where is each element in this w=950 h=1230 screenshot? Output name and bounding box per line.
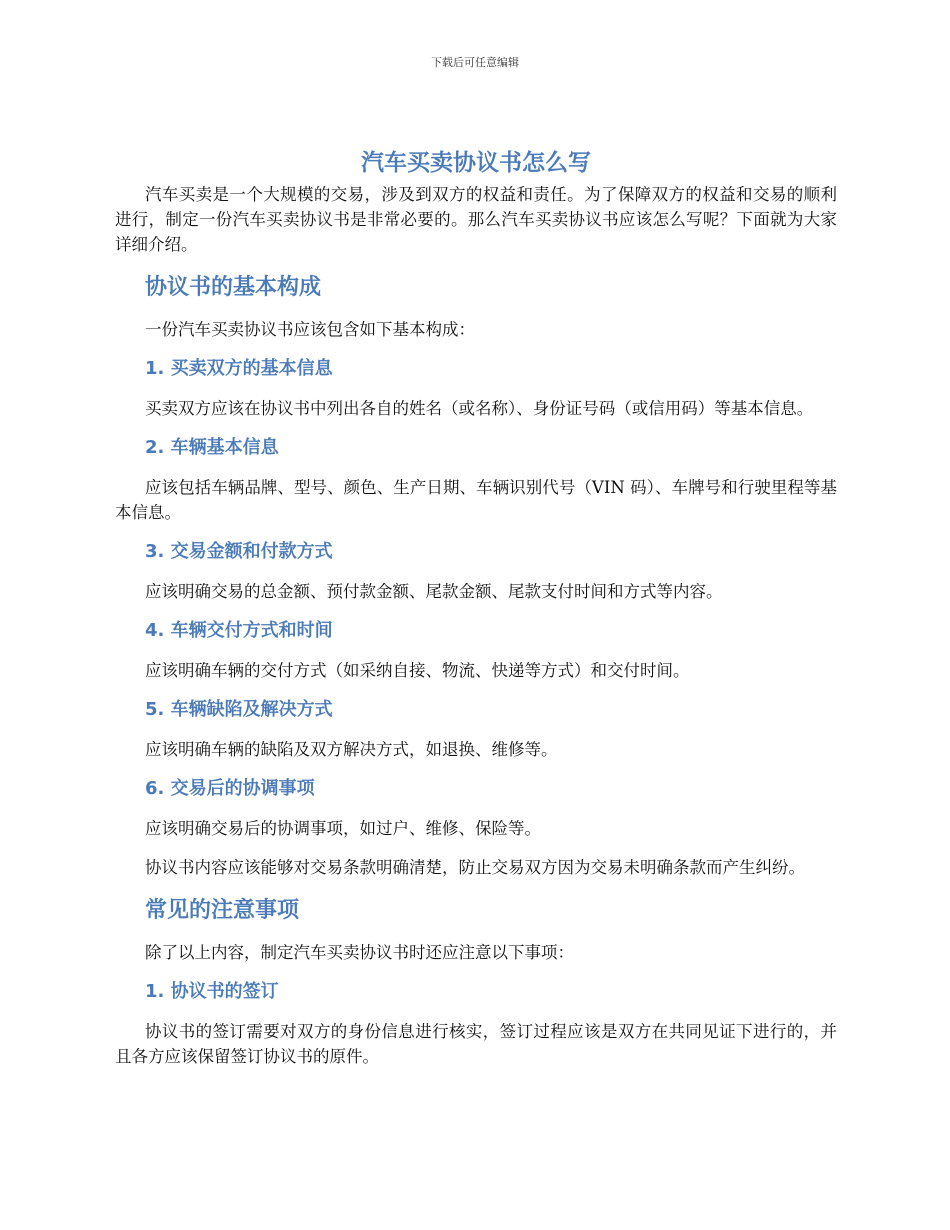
intro-paragraph: 汽车买卖是一个大规模的交易，涉及到双方的权益和责任。为了保障双方的权益和交易的顺利进行，制定一份汽车买卖协议书是非常必要的。那么汽车买卖协议书应该怎么写呢？下面就为大家详细介绍。: [115, 185, 837, 254]
subsection-paragraph: 应该包括车辆品牌、型号、颜色、生产日期、车辆识别代号（VIN 码）、车牌号和行驶里程等基本信息。: [115, 478, 837, 522]
document-title: 汽车买卖协议书怎么写: [361, 150, 591, 176]
section-lead-paragraph: 除了以上内容，制定汽车买卖协议书时还应注意以下事项：: [145, 943, 574, 962]
subsection-heading: 4. 车辆交付方式和时间: [145, 620, 333, 641]
subsection-heading: 2. 车辆基本信息: [145, 437, 279, 458]
subsection-paragraph: 应该明确交易的总金额、预付款金额、尾款金额、尾款支付时间和方式等内容。: [145, 582, 723, 601]
subsection-heading: 1. 买卖双方的基本信息: [145, 358, 333, 379]
subsection-heading: 5. 车辆缺陷及解决方式: [145, 699, 333, 720]
subsection-paragraph: 应该明确车辆的交付方式（如采纳自接、物流、快递等方式）和交付时间。: [145, 661, 690, 680]
section-heading-precautions: 常见的注意事项: [145, 898, 300, 923]
section-lead-paragraph: 一份汽车买卖协议书应该包含如下基本构成：: [145, 320, 475, 339]
subsection-paragraph: 买卖双方应该在协议书中列出各自的姓名（或名称）、身份证号码（或信用码）等基本信息。: [145, 399, 814, 418]
subsection-paragraph: 应该明确车辆的缺陷及双方解决方式，如退换、维修等。: [145, 740, 558, 759]
subsection-heading: 6. 交易后的协调事项: [145, 778, 315, 799]
section-heading-composition: 协议书的基本构成: [145, 275, 322, 300]
document-body: [115, 148, 837, 1069]
subsection-paragraph: 应该明确交易后的协调事项，如过户、维修、保险等。: [145, 819, 541, 838]
page-header-note: 下载后可任意编辑: [431, 56, 519, 69]
section-closing-paragraph: 协议书内容应该能够对交易条款明确清楚，防止交易双方因为交易未明确条款而产生纠纷。: [145, 858, 805, 877]
subsection-heading: 1. 协议书的签订: [145, 981, 279, 1002]
subsection-paragraph: 协议书的签订需要对双方的身份信息进行核实，签订过程应该是双方在共同见证下进行的，并且各方应该保留签订协议书的原件。: [115, 1022, 837, 1066]
subsection-heading: 3. 交易金额和付款方式: [145, 541, 333, 562]
